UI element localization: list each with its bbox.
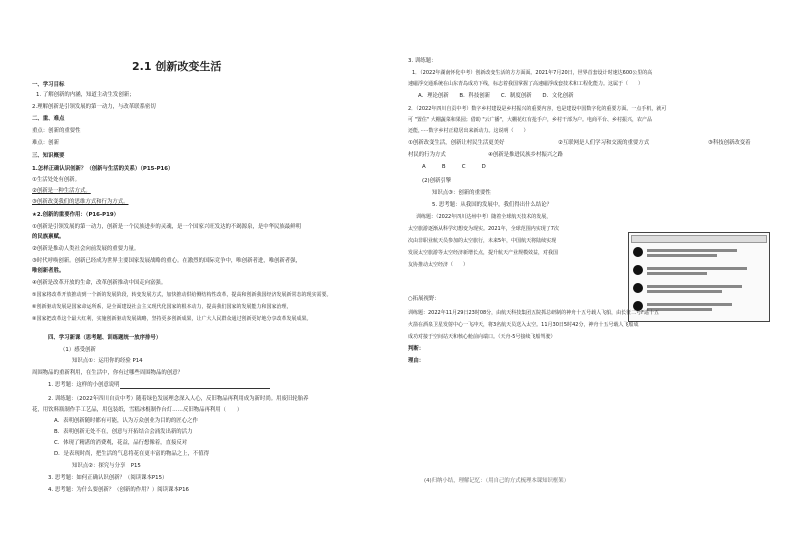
q1-item-c: ③创新改变我们的思维方式和行为方式。: [32, 199, 129, 205]
answer-blank[interactable]: [120, 383, 270, 389]
q1-item-a: ①生活处处有创新。: [32, 177, 80, 183]
q2-item-1a: ①创新是引领发展的第一动力，创新是一个民族进步的灵魂，是一个国家兴旺发达的不竭源泉，是中华民族最鲜明: [32, 224, 301, 230]
page-title: 2.1 创新改变生活: [132, 60, 222, 73]
question-2-heading: ★2.创新的重要作用：（P16-P19）: [32, 212, 119, 218]
section-keypoints: 二、重、难点: [32, 116, 65, 122]
think-question-3: 3. 思考题：如何正确认识创新？（阅读课本P15）: [48, 475, 168, 481]
planet-icon: [633, 265, 643, 275]
judgement-label: 判断：: [408, 346, 425, 352]
topic-innovation-engine: (2)创新引擎: [422, 178, 452, 184]
section-new-lesson: 四、学习新课（思考题、训练题统一放序排号）: [48, 335, 162, 341]
option-c: C．体现了精湛的消费观，花益，品行想像着，直接反对: [54, 440, 188, 446]
topic-feel-innovation: （1）感受创新: [60, 347, 96, 353]
option-b: B．表明创新无处不在，创意与开拓结合会涌发出新的活力: [54, 429, 193, 435]
think-question-1: [48, 382, 270, 389]
q1-item-b: ②创新是一种生活方式。: [32, 188, 91, 194]
material-line-3: 成功对接于空间站天和核心舱前向端口。（天舟-5号接续飞船驾驶）: [408, 334, 556, 340]
q2-item-5: ⑤国家将改革开放推动到一个新的发展阶段，转变发展方式，加快推动供给侧结构性改革，提高和创新我国经济发展新常态的现实需要。: [32, 292, 332, 298]
figure-bar: [647, 303, 732, 306]
train-question-2a: 2. 训练题：（2022年四川自贡中考）随着绿色发展理念深入人心，反旧物品再利用成为新时尚。用废旧轮胎养: [48, 396, 309, 402]
figure-bar: [647, 267, 747, 270]
figure-bar: [647, 272, 707, 275]
train-1-line-2: 速磁浮交通系统在山东青岛成功下线，标志着我国掌握了高速磁浮成套技术和工程化能力。这属于（ ）: [408, 81, 644, 87]
material-line-2: 火箭在酒泉卫星发射中心一飞冲天，将3名航天员送入太空。11月30日5时42分，神舟十五号载人飞船成: [408, 322, 639, 328]
figure-row-1: [633, 246, 765, 258]
knowledge-point-1: 知识点①：运用你的经验 P14: [72, 358, 143, 364]
figure-row-2: [633, 264, 765, 276]
train-2-option-1: ①创新改变生活，创新让村民生活更美好: [408, 140, 505, 146]
goal-2: 2.理解创新是引领发展的第一动力，与改革联系密切: [32, 104, 156, 110]
q2-item-3b: 唯创新者胜。: [32, 268, 65, 274]
train-2-option-3: ③科技创新改变着: [708, 140, 751, 146]
option-d: D．是表现时尚，把生活的气息将花在更丰富的物品之上，不值得: [54, 451, 210, 457]
goal-1: 1. 了解创新的内涵，知道主动生发创新；: [36, 92, 135, 98]
train-6-line-2: 太空旅游逐渐从科学幻想变为现实。2021年，全球范围内实现了7次: [408, 226, 559, 232]
reason-label: 理由：: [408, 358, 425, 364]
section-goals: 一、学习目标: [32, 82, 65, 88]
material-line-1: 训练题：2022年11月29日23时08分，由航天科技集团五院抓总研制的神舟十五号载人飞船，由长征二号F遥十五: [408, 310, 660, 316]
think-question-1-text: 1. 思考题：这样的小创意说明: [48, 382, 120, 388]
train-6-line-5: 友协推动太空经济（ ）: [408, 262, 469, 268]
option-a: A．表明创新随时都有可能，认为万众创业为目的的匠心之作: [54, 418, 198, 424]
think-question-4: 4. 思考题：为什么要创新？（创新的作用？）阅读课本P16: [48, 487, 189, 493]
train-2-option-2: ②互联网是人们学习和交流的重要方式: [558, 140, 650, 146]
figure-row-3: [633, 282, 765, 294]
intro-question: 周围物品的重新利用，在生活中，你有过哪些周围物品的创意？: [32, 370, 183, 376]
q2-item-6b: ⑧国家把改革这个最大红利，实施创新驱动发展战略，坚持更多创新成果，让广大人民群众通过创新更好地分享改革发展成果。: [32, 316, 312, 322]
summary-prompt: (4)归纳小结，理解记忆：（用自己的方式梳理本课知识框架）: [424, 478, 570, 484]
train-1-line-1: 1．（2022年湖南怀化中考）创新改变生活的方方面面。2021年7月20日，世界首套设计时速达600公里的高: [412, 70, 653, 76]
think-question-5: 5. 思考题：从我国的发展中，我们得出什么结论？: [432, 202, 553, 208]
train-question-2b: 花，用饮料瓶制作手工艺品，用包装纸，雪糕冰棍制作台灯……反旧物品再利用（ ）: [32, 407, 243, 413]
figure-bar: [647, 254, 717, 257]
train-2-option-3-cont: 村民的行为方式: [408, 152, 446, 158]
q2-item-4: ④创新是改革开放的生命，改革创新推动中国走向富强。: [32, 280, 167, 286]
knowledge-point-2: 知识点②：探究与分享 P15: [72, 463, 141, 469]
figure-header: [631, 235, 767, 243]
train-2-choices: A B C D: [422, 164, 486, 170]
planet-icon: [633, 247, 643, 257]
space-tourism-figure: [628, 232, 770, 322]
train-1-options: A．理论创新 B．科技创新 C．制度创新 D．文化创新: [418, 93, 574, 99]
train-2-line-2: 可 "置住" 大棚蔬菜和果园；借助 "云广播"，大棚花红有抢手户，乡村干部为户。电商平台、乡村振兴，农产品: [408, 117, 652, 123]
question-1-heading: 1.怎样正确认识创新？（创新与生活的关系）（P15-P16）: [32, 166, 174, 172]
figure-bar: [647, 290, 722, 293]
train-2-option-4: ④创新是推进民族乡村振兴之路: [488, 152, 563, 158]
train-6-line-1: 训练题：（2022年四川达州中考）随着全球航天技术的发展，: [416, 214, 552, 220]
train-2-line-1: 2．（2022年四川自贡中考）数字乡村建设是乡村振兴的重要内容，也是建设中国数字化的重要方面。一点手机，就可: [408, 106, 667, 112]
figure-bar: [647, 285, 742, 288]
planet-icon: [633, 283, 643, 293]
expand-horizon: ○拓展视野：: [408, 296, 440, 302]
training-label: 3. 训练题：: [408, 58, 437, 64]
train-2-line-3: 还能，·····数字乡村正稳居出来新动力。这说明（ ）: [408, 128, 529, 134]
q2-item-3a: ③时代呼唤创新。创新已经成为世界主要国家发展战略的重心。在激烈的国际竞争中，唯创新者进，唯创新者强，: [32, 258, 301, 264]
key-point: 重点：创新的重要性: [32, 128, 81, 134]
q2-item-2: ②创新是推动人类社会向前发展的重要力量。: [32, 246, 140, 252]
q2-item-6a: ⑥创新驱动发展是国家命运所系，是全面建设社会主义现代化国家的根本动力，提高我们国家的发展能力和国家治理，: [32, 304, 292, 310]
figure-bar: [647, 249, 737, 252]
train-6-line-4: 发展太空旅游等太空经济新增长点，提升航天产业规模效益，对我国: [408, 250, 559, 256]
q2-item-1b: 的民族禀赋。: [32, 234, 65, 240]
train-6-line-3: 次由非职业航天员参加的太空旅行，未来5年，中国航天将陆续实现: [408, 238, 557, 244]
section-summary: 三、知识概要: [32, 153, 65, 159]
difficult-point: 难点：创新: [32, 140, 59, 146]
knowledge-point-3: 知识点③：创新的重要性: [432, 190, 491, 196]
